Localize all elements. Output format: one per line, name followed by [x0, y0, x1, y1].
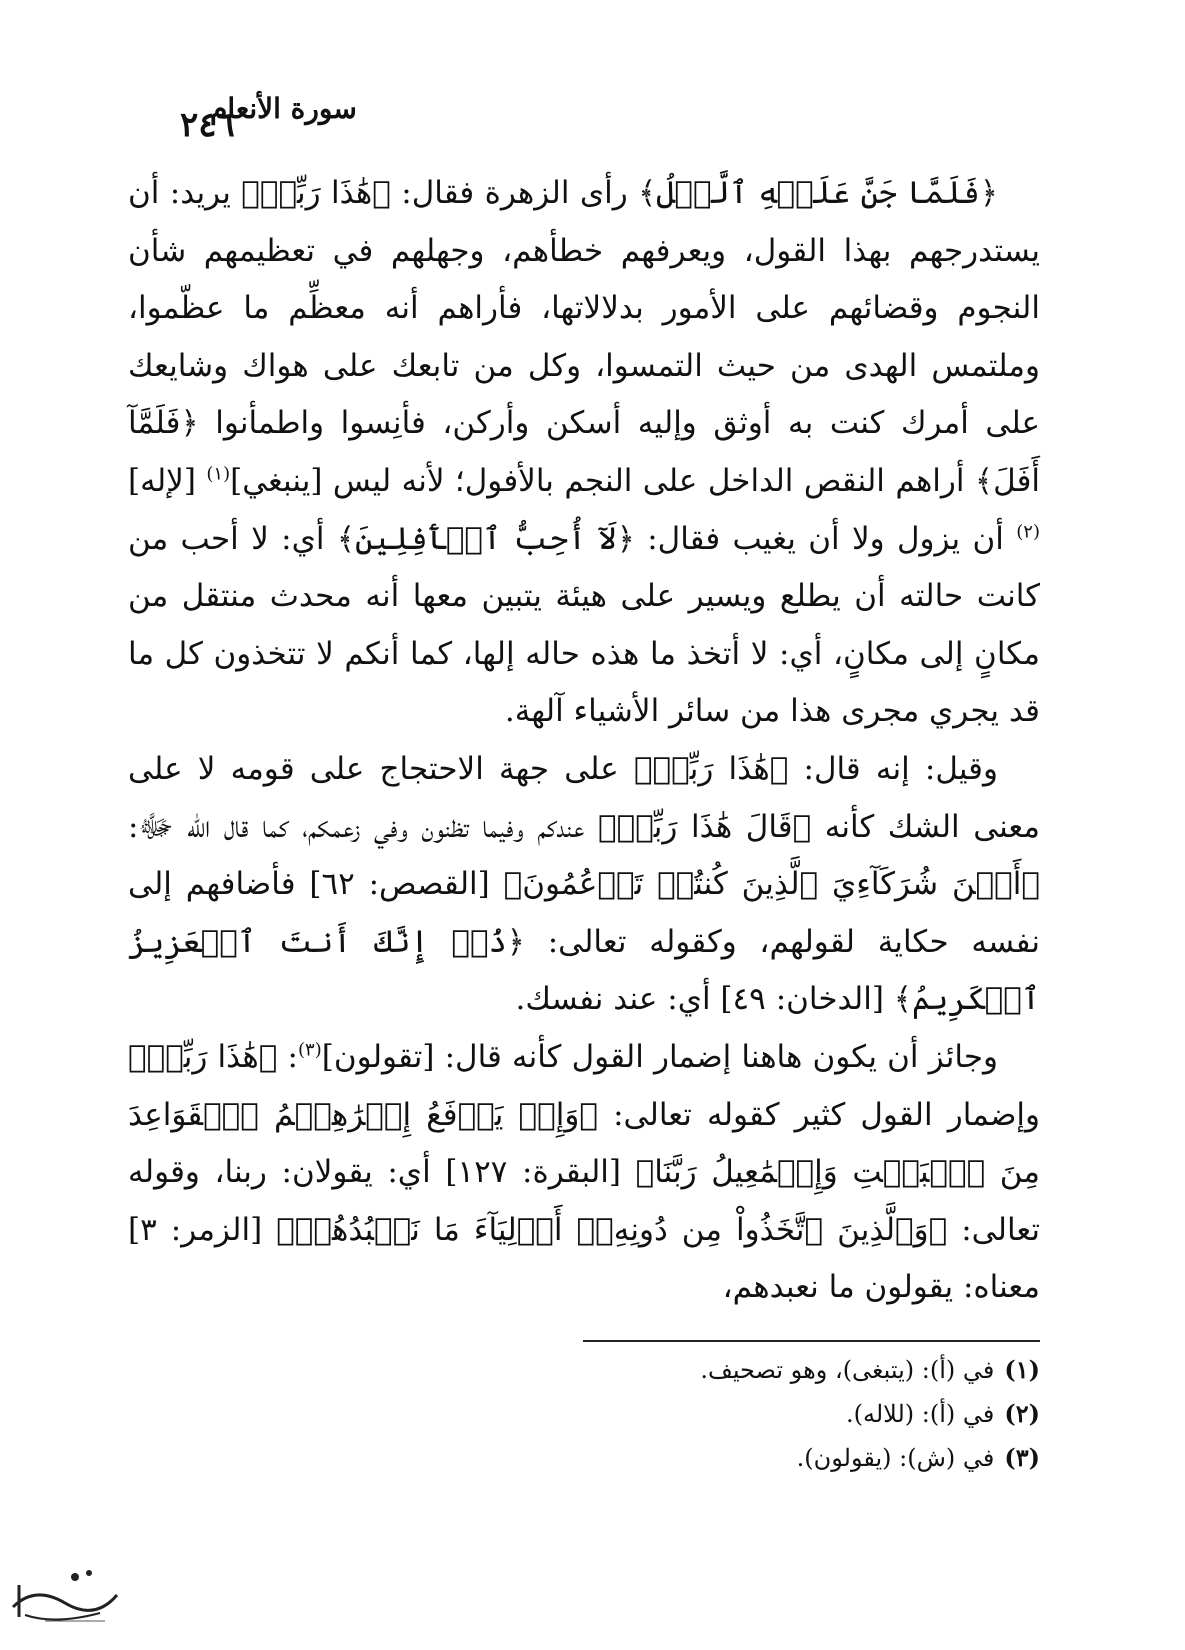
footnote-ref: (٢) — [1016, 521, 1040, 543]
paragraph — [128, 1029, 1040, 1317]
quran-quote: ﴿فَلَمَّا جَنَّ عَلَيۡهِ ٱلَّيۡلُ﴾ — [638, 175, 998, 211]
footnote-number: (١) — [1004, 1355, 1040, 1384]
footnote — [440, 1436, 1040, 1480]
text-run: أن يزول ولا أن يغيب فقال: — [634, 520, 1017, 557]
text-run: يريد: أن يستدرجهم بهذا القول، ويعرفهم خطأهم، وجهلهم في تعظيمهم شأن النجوم وقضائهم على الأمور بدلالاتها، فأراهم أنه معظِّم ما عظّموا، وملتمس الهدى من حيث التمسوا، وكل من تابعك على هواك وشايعك على أمرك كنت به أوثق وإليه أسكن وأركن، فأنِسوا واطمأنوا — [128, 175, 1040, 442]
text-run: وقيل: إنه قال: — [788, 750, 998, 787]
quran-quote: ﴿هَٰذَا رَبِّيۖ﴾ — [128, 1038, 278, 1075]
footnote-number: (٢) — [1004, 1399, 1040, 1428]
quran-quote: ﴿ذُقۡ إِنَّكَ أَنتَ ٱلۡعَزِيزُ ٱلۡكَرِيمُ﴾ — [128, 923, 1040, 1018]
quran-quote: ﴿وَٱلَّذِينَ ٱتَّخَذُواْ مِن دُونِهِۦٓ أَوۡلِيَآءَ مَا نَعۡبُدُهُمۡ﴾ — [276, 1211, 948, 1248]
footnote-ref: (١) — [206, 463, 231, 485]
paragraph — [128, 741, 1040, 1029]
body-text — [128, 165, 1040, 1317]
footnote-text: في (أ): (يتبغى)، وهو تصحيف. — [700, 1356, 995, 1384]
footnotes — [440, 1348, 1040, 1480]
paragraph — [128, 165, 1040, 741]
quran-quote: ﴿فَلَمَّآ أَفَلَ﴾ — [128, 405, 1040, 499]
text-run: وإضمار القول كثير كقوله تعالى: — [597, 1096, 1040, 1133]
quran-quote: ﴿لَآ أُحِبُّ ٱلۡأٓفِلِينَ﴾ — [336, 520, 635, 557]
page-number: ٢٤٦ — [180, 105, 235, 145]
quran-quote: ﴿هَٰذَا رَبِّيۖ﴾ — [241, 175, 391, 211]
publisher-logo-icon — [5, 1555, 125, 1635]
surah-title: سورة الأنعام — [210, 92, 357, 125]
quran-quote: ﴿وَإِذۡ يَرۡفَعُ إِبۡرَٰهِـۧمُ ٱلۡقَوَاعِدَ مِنَ ٱلۡبَيۡتِ وَإِسۡمَٰعِيلُ رَبَّنَا﴾ — [128, 1096, 1041, 1191]
footnote-text: في (ش): (يقولون). — [796, 1444, 995, 1472]
text-run: [القصص: ٦٢] فأضافهم إلى نفسه حكاية لقولهم، وكقوله تعالى: — [128, 866, 1040, 960]
text-run: وجائز أن يكون هاهنا إضمار القول كأنه قال: [تقولون] — [321, 1038, 998, 1075]
text-run: [الزمر: ٣] معناه: يقولون ما نعبدهم، — [128, 1211, 1040, 1306]
footnote-divider — [583, 1340, 1040, 1342]
text-run: [لإله] — [128, 462, 207, 499]
text-run: عندكم وفيما تظنون وفي زعمكم، كما قال الله ﷻ: — [128, 808, 598, 845]
footnote-ref: (٣) — [297, 1039, 322, 1061]
footnote — [440, 1348, 1040, 1392]
footnote — [440, 1392, 1040, 1436]
text-run: [الدخان: ٤٩] أي: عند نفسك. — [515, 981, 894, 1018]
footnote-text: في (أ): (للاله). — [846, 1400, 995, 1428]
quran-quote: ﴿قَالَ هَٰذَا رَبِّيۖ﴾ — [597, 808, 812, 845]
text-run: أراهم النقص الداخل على النجم بالأفول؛ لأنه ليس [ينبغي] — [230, 462, 975, 499]
text-run: على جهة الاحتجاج على قومه لا على معنى الشك كأنه — [128, 750, 1040, 845]
text-run: رأى الزهرة فقال: — [390, 175, 639, 211]
text-run: [البقرة: ١٢٧] أي: يقولان: ربنا، وقوله تعالى: — [128, 1154, 1040, 1248]
footnote-number: (٣) — [1004, 1443, 1040, 1472]
quran-quote: ﴿هَٰذَا رَبِّيۖ﴾ — [633, 750, 789, 787]
text-run: : — [277, 1038, 298, 1075]
quran-quote: ﴿أَيۡنَ شُرَكَآءِيَ ٱلَّذِينَ كُنتُمۡ تَزۡعُمُونَ﴾ — [503, 866, 1040, 903]
calligraphy-logo-icon — [5, 1555, 125, 1635]
text-run: أي: لا أحب من كانت حالته أن يطلع ويسير على هيئة يتبين معها أنه محدث منتقل من مكانٍ إلى مكانٍ، أي: لا أتخذ ما هذه حاله إلها، كما أنكم لا تتخذون كل ما قد يجري مجرى هذا من سائر الأشياء آلهة. — [128, 520, 1040, 730]
